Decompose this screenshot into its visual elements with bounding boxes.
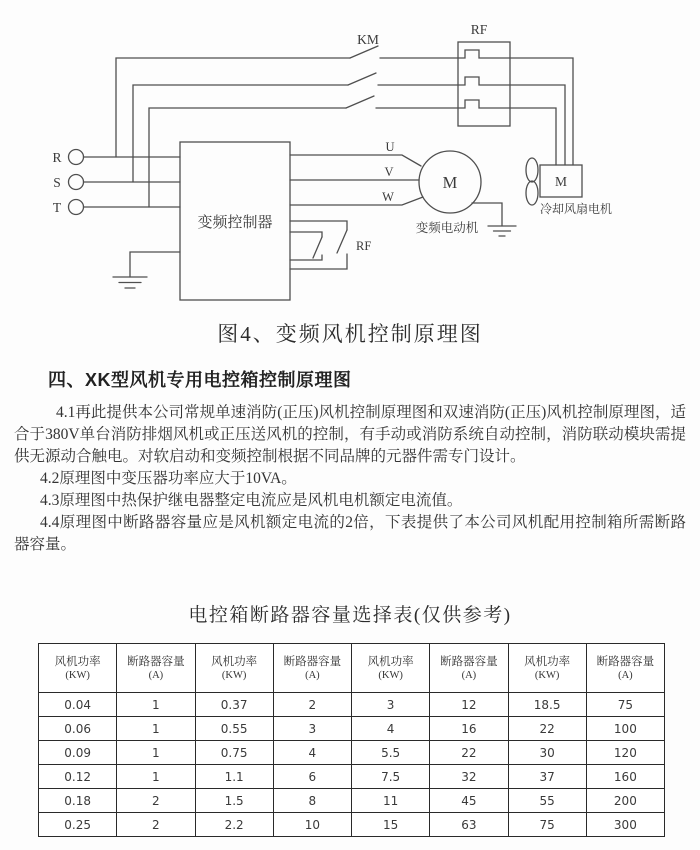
paragraph-4-1: 4.1再此提供本公司常规单速消防(正压)风机控制原理图和双速消防(正压)风机控制原理图，适合于380V单台消防排烟风机或正压送风机的控制，有手动或消防系统自动控制，消防联动模块需提供无源动合触电。对软启动和变频控制根据不同品牌的元器件需专门设计。: [14, 404, 686, 465]
column-header-unit: (KW): [378, 669, 403, 681]
phase-s-label: S: [53, 175, 61, 190]
table-cell: 16: [430, 717, 508, 741]
circuit-diagram: [0, 0, 700, 310]
table-row: [39, 765, 665, 789]
table-cell: 100: [586, 717, 664, 741]
fan-blade-icon: [526, 158, 538, 182]
table-title: 电控箱断路器容量选择表(仅供参考): [188, 605, 512, 626]
table-cell: 1: [117, 741, 195, 765]
table-cell: 300: [586, 813, 664, 837]
column-header: [430, 644, 508, 693]
table-row: [39, 693, 665, 717]
table-cell: 63: [430, 813, 508, 837]
column-header-unit: (A): [305, 669, 320, 681]
table-cell: 0.18: [39, 789, 117, 813]
table-cell: 0.06: [39, 717, 117, 741]
table-cell: 75: [508, 813, 586, 837]
table-cell: 1: [117, 717, 195, 741]
table-cell: 18.5: [508, 693, 586, 717]
column-header: [352, 644, 430, 693]
table-cell: 0.37: [195, 693, 273, 717]
terminal-s: [69, 175, 84, 190]
table-cell: 1.1: [195, 765, 273, 789]
output-w-label: W: [382, 190, 394, 204]
paragraph-4-3: 4.3原理图中热保护继电器整定电流应是风机电机额定电流值。: [40, 492, 463, 509]
table-cell: 0.12: [39, 765, 117, 789]
table-cell: 2: [117, 813, 195, 837]
table-cell: 22: [508, 717, 586, 741]
figure-caption: 图4、变频风机控制原理图: [217, 322, 483, 346]
column-header-name: 风机功率: [524, 655, 571, 668]
output-u-label: U: [385, 140, 395, 154]
table-cell: 160: [586, 765, 664, 789]
table-cell: 6: [273, 765, 351, 789]
table-cell: 1: [117, 693, 195, 717]
table-cell: 11: [352, 789, 430, 813]
table-cell: 3: [352, 693, 430, 717]
body-text: [14, 402, 686, 556]
column-header-unit: (KW): [221, 669, 247, 681]
column-header-name: 风机功率: [367, 655, 414, 668]
column-header-unit: (A): [461, 669, 477, 681]
table-cell: 30: [508, 741, 586, 765]
output-v-label: V: [384, 165, 394, 179]
table-cell: 15: [352, 813, 430, 837]
contactor-km: [346, 46, 378, 108]
controller-ground-symbol: [113, 252, 180, 288]
column-header-name: 风机功率: [211, 655, 258, 668]
phase-terminals: [69, 150, 84, 215]
rf-aux-label: RF: [356, 239, 372, 253]
table-cell: 2.2: [195, 813, 273, 837]
table-cell: 0.55: [195, 717, 273, 741]
paragraph-4-4: 4.4原理图中断路器容量应是风机额定电流的2倍，下表提供了本公司风机配用控制箱所需断路器容量。: [14, 514, 686, 553]
table-cell: 55: [508, 789, 586, 813]
table-row: [39, 741, 665, 765]
header-row: [39, 644, 665, 693]
table-cell: 32: [430, 765, 508, 789]
table-row: [39, 717, 665, 741]
km-label: KM: [357, 32, 379, 47]
motor-m-label: M: [442, 173, 458, 192]
table-cell: 0.09: [39, 741, 117, 765]
column-header: [508, 644, 586, 693]
terminal-t: [69, 200, 84, 215]
table-cell: 200: [586, 789, 664, 813]
fan-blade-icon: [526, 181, 538, 205]
table-cell: 7.5: [352, 765, 430, 789]
table-cell: 4: [352, 717, 430, 741]
column-header: [195, 644, 273, 693]
table-cell: 37: [508, 765, 586, 789]
motor-ground-symbol: [472, 203, 516, 236]
section-heading: 四、XK型风机专用电控箱控制原理图: [48, 370, 352, 390]
table-cell: 0.04: [39, 693, 117, 717]
table-cell: 5.5: [352, 741, 430, 765]
column-header-unit: (KW): [65, 669, 90, 681]
column-header: [117, 644, 195, 693]
phase-t-label: T: [52, 200, 62, 215]
column-header: [39, 644, 117, 693]
table-cell: 10: [273, 813, 351, 837]
table-cell: 2: [117, 789, 195, 813]
table-cell: 22: [430, 741, 508, 765]
column-header: [586, 644, 664, 693]
fan-m-label: M: [554, 174, 568, 189]
table-cell: 0.25: [39, 813, 117, 837]
table-cell: 1: [117, 765, 195, 789]
column-header-name: 断路器容量: [127, 655, 185, 668]
phase-r-label: R: [52, 150, 62, 165]
column-header: [273, 644, 351, 693]
column-header-name: 断路器容量: [440, 655, 498, 668]
table-cell: 3: [273, 717, 351, 741]
table-cell: 2: [273, 693, 351, 717]
table-row: [39, 813, 665, 837]
terminal-r: [69, 150, 84, 165]
table-row: [39, 789, 665, 813]
table-cell: 120: [586, 741, 664, 765]
table-cell: 0.75: [195, 741, 273, 765]
column-header-unit: (KW): [534, 669, 560, 681]
table-cell: 45: [430, 789, 508, 813]
column-header-unit: (A): [148, 669, 164, 681]
table-cell: 12: [430, 693, 508, 717]
paragraph-4-2: 4.2原理图中变压器功率应大于10VA。: [40, 470, 297, 487]
table-cell: 4: [273, 741, 351, 765]
thermal-relay-rf: [458, 42, 510, 126]
fan-caption: 冷却风扇电机: [539, 202, 613, 216]
table-cell: 1.5: [195, 789, 273, 813]
wires: [84, 58, 574, 207]
table-cell: 75: [586, 693, 664, 717]
column-header-name: 风机功率: [54, 655, 101, 668]
rf-label: RF: [470, 22, 488, 37]
diagram-labels: [52, 22, 612, 253]
controller-label: 变频控制器: [197, 215, 273, 231]
column-header-name: 断路器容量: [283, 655, 342, 668]
breaker-capacity-table: [38, 643, 665, 837]
rf-aux-contact: [290, 221, 347, 269]
column-header-name: 断路器容量: [596, 655, 655, 668]
column-header-unit: (A): [618, 669, 633, 681]
table-cell: 8: [273, 789, 351, 813]
motor-caption: 变频电动机: [415, 221, 479, 235]
